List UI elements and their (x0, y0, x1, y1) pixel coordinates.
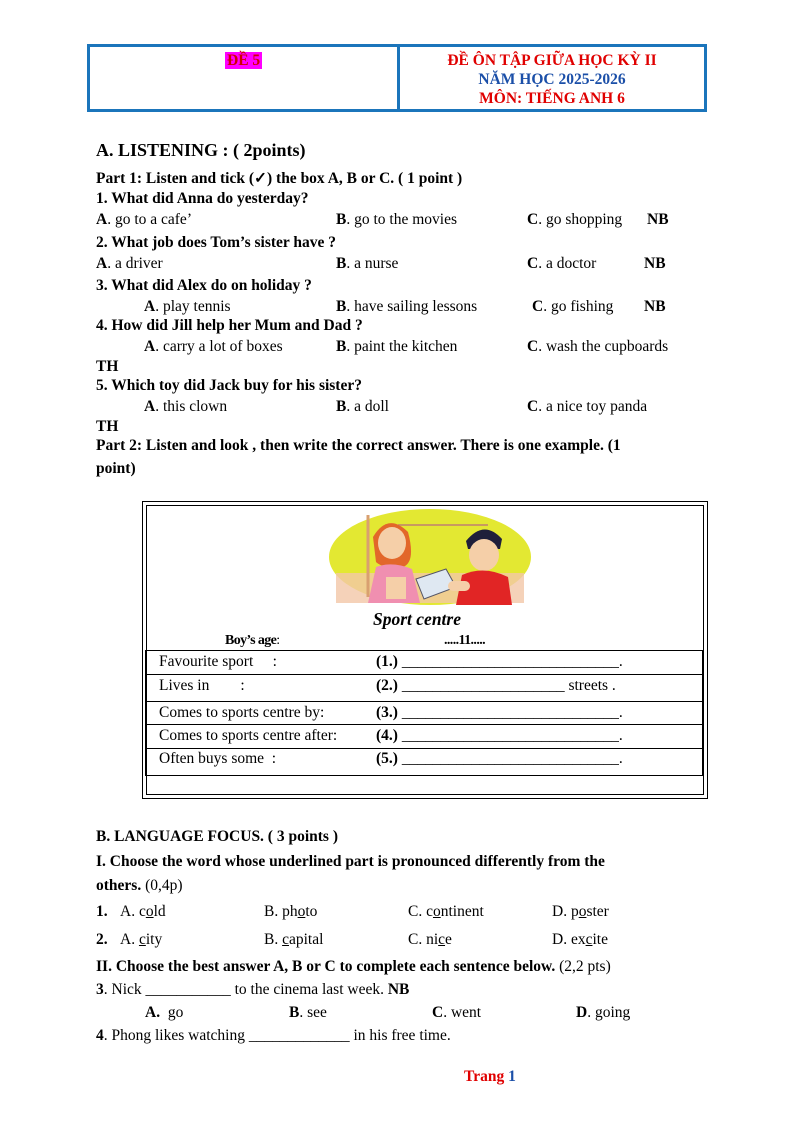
question-3-text: . Nick ___________ to the cinema last week. (103, 981, 388, 998)
option-text: this clown (162, 398, 228, 415)
form-row-tail: . (618, 653, 623, 670)
form-row-number: (2.) (376, 677, 398, 694)
section-b-part2-title (96, 958, 611, 976)
pron-option (264, 903, 317, 921)
part2-title-2: point) (96, 460, 136, 477)
form-row-tail: streets . (564, 677, 616, 694)
option-text: go to the movies (354, 211, 457, 228)
option-a: A. go to a cafe’ (96, 211, 192, 228)
pron-underlined: o (578, 903, 587, 920)
section-b-part1-points: (0,4p) (141, 877, 183, 894)
exam-subject: MÔN: TIẾNG ANH 6 (479, 90, 625, 107)
pron-option (120, 903, 166, 921)
form-row-number: (3.) (376, 704, 398, 721)
section-b-part1-title-1: I. Choose the word whose underlined part is pronounced differently from the (96, 853, 605, 870)
option-text: go shopping (545, 211, 623, 228)
option-c: C. a doctor (527, 255, 597, 272)
q3-option-a-text: go (167, 1004, 184, 1021)
footer-label: Trang (464, 1068, 505, 1085)
option-letter: C (527, 211, 539, 228)
option-b: B. go to the movies (336, 211, 457, 228)
answer-blank: ____________________________ (401, 727, 619, 744)
pron-prefix: A. c (120, 903, 146, 920)
pron-suffix: apital (288, 931, 324, 948)
form-row-line (145, 650, 703, 651)
form-row-line (145, 724, 703, 725)
level-tag: NB (644, 255, 666, 272)
form-col-line (702, 650, 703, 776)
option-text: wash the cupboards (545, 338, 669, 355)
option-letter: C (527, 255, 539, 272)
option-letter: C (532, 298, 544, 315)
pron-underlined: c (585, 931, 593, 948)
q3-option-b: B. see (289, 1004, 327, 1021)
question-text: 3. What did Alex do on holiday ? (96, 277, 312, 294)
form-row-label: Lives in : (159, 677, 245, 694)
option-text: a nice toy panda (545, 398, 648, 415)
form-row-line (145, 674, 703, 675)
section-b-part1-title-2-text: others. (96, 877, 142, 894)
pron-option (408, 931, 452, 949)
level-tag: TH (96, 358, 119, 375)
sport-centre-illustration (328, 507, 532, 607)
option-a: A. this clown (144, 398, 228, 415)
pron-suffix: ntinent (440, 903, 484, 920)
q3-option-c: C. went (432, 1004, 482, 1021)
question-4-text: . Phong likes watching _____________ in his free time. (103, 1027, 451, 1044)
option-a: A. play tennis (144, 298, 231, 315)
form-row-tail: . (618, 704, 623, 721)
q3-option-c-text: went (450, 1004, 482, 1021)
option-letter: A (96, 255, 108, 272)
option-text: go fishing (550, 298, 614, 315)
form-col-line (145, 650, 146, 776)
pron-suffix: to (305, 903, 318, 920)
option-letter: C (527, 398, 539, 415)
pron-option (552, 903, 609, 921)
option-letter: A (144, 398, 156, 415)
exam-number-text: ĐỀ 5 (227, 52, 261, 69)
q3-option-d-text: going (594, 1004, 631, 1021)
option-c: C. a nice toy panda (527, 398, 648, 415)
age-value: .....11..... (444, 633, 486, 648)
section-b-part1-title-2 (96, 877, 183, 895)
pron-underlined: o (145, 903, 154, 920)
form-row-number: (1.) (376, 653, 398, 670)
form-row-number: (4.) (376, 727, 398, 744)
form-row-answer (376, 727, 623, 745)
question-3-level: NB (387, 981, 410, 998)
pron-number: 1. (96, 903, 108, 920)
option-text: a nurse (354, 255, 399, 272)
pron-option (264, 931, 323, 949)
header-box (87, 44, 707, 112)
pron-suffix: e (445, 931, 452, 948)
pron-prefix: D. p (552, 903, 579, 920)
exam-title (400, 51, 704, 108)
section-b-part2-title-text: II. Choose the best answer A, B or C to complete each sentence below. (96, 958, 556, 975)
option-b: B. a nurse (336, 255, 399, 272)
question-4 (96, 1027, 451, 1045)
q3-option-a: A. go (145, 1004, 184, 1021)
level-tag: TH (96, 418, 119, 435)
pron-option (552, 931, 608, 949)
pron-number: 2. (96, 931, 108, 948)
option-letter: B (336, 255, 347, 272)
form-row-label: Favourite sport : (159, 653, 277, 670)
form-row-line (145, 775, 703, 776)
pron-underlined: c (282, 931, 289, 948)
form-row-tail: . (618, 750, 623, 767)
question-text: 5. Which toy did Jack buy for his sister? (96, 377, 362, 394)
answer-blank: ____________________________ (401, 653, 619, 670)
section-b-part2-points: (2,2 pts) (555, 958, 611, 975)
pron-prefix: D. ex (552, 931, 586, 948)
option-b: B. have sailing lessons (336, 298, 478, 315)
option-text: a doctor (545, 255, 597, 272)
question-3 (96, 981, 409, 999)
option-letter: A (144, 338, 156, 355)
question-text: 4. How did Jill help her Mum and Dad ? (96, 317, 363, 334)
age-colon: : (276, 633, 280, 648)
q3-option-b-text: see (307, 1004, 327, 1021)
pron-option (408, 903, 484, 921)
answer-blank: ____________________________ (401, 704, 619, 721)
option-text: play tennis (162, 298, 231, 315)
option-a: A. a driver (96, 255, 163, 272)
section-a-title: A. LISTENING : ( 2points) (96, 140, 306, 160)
option-text: a doll (354, 398, 389, 415)
option-text: carry a lot of boxes (162, 338, 283, 355)
option-letter: B (336, 398, 347, 415)
form-row-tail: . (618, 727, 623, 744)
option-b: B. a doll (336, 398, 389, 415)
option-letter: B (336, 298, 347, 315)
option-letter: B (336, 211, 347, 228)
question-4-number: 4 (96, 1027, 104, 1044)
pron-underlined: o (297, 903, 306, 920)
form-row-line (145, 748, 703, 749)
question-text: 1. What did Anna do yesterday? (96, 190, 309, 207)
option-letter: A (144, 298, 156, 315)
pron-underlined: c (138, 931, 146, 948)
form-row-label: Comes to sports centre after: (159, 727, 338, 744)
pron-prefix: C. ni (408, 931, 439, 948)
option-c: C. go shopping (527, 211, 623, 228)
age-row (225, 633, 280, 649)
option-letter: B (336, 338, 347, 355)
form-row-label: Often buys some : (159, 750, 277, 767)
question-3-number: 3 (96, 981, 104, 998)
q3-option-d: D. going (576, 1004, 631, 1021)
exam-year: NĂM HỌC 2025-2026 (478, 71, 626, 88)
footer-page-number: 1 (508, 1068, 516, 1085)
part1-title: Part 1: Listen and tick (✓) the box A, B or C. ( 1 point ) (96, 170, 463, 187)
pron-prefix: B. (264, 931, 283, 948)
form-row-number: (5.) (376, 750, 398, 767)
form-row-line (145, 701, 703, 702)
question-text: 2. What job does Tom’s sister have ? (96, 234, 336, 251)
option-text: paint the kitchen (354, 338, 458, 355)
option-text: a driver (114, 255, 163, 272)
option-c: C. go fishing (532, 298, 614, 315)
pron-suffix: ite (592, 931, 608, 948)
option-text: have sailing lessons (354, 298, 478, 315)
option-letter: C (527, 338, 539, 355)
pron-prefix: B. ph (264, 903, 298, 920)
exam-title-line1: ĐỀ ÔN TẬP GIỮA HỌC KỲ II (447, 52, 657, 69)
pron-underlined: o (432, 903, 441, 920)
pron-suffix: ld (153, 903, 166, 920)
section-b-title: B. LANGUAGE FOCUS. ( 3 points ) (96, 828, 338, 845)
form-row-answer (376, 653, 623, 671)
option-c: C. wash the cupboards (527, 338, 669, 355)
pron-prefix: C. c (408, 903, 433, 920)
form-title: Sport centre (373, 609, 461, 629)
age-label: Boy’s age (225, 633, 277, 648)
pron-underlined: c (438, 931, 446, 948)
option-a: A. carry a lot of boxes (144, 338, 283, 355)
pron-suffix: ity (145, 931, 163, 948)
level-tag: NB (644, 298, 666, 315)
level-tag: NB (647, 211, 669, 228)
option-text: go to a cafe’ (114, 211, 192, 228)
page-footer (464, 1068, 516, 1086)
pron-option (120, 931, 162, 949)
option-b: B. paint the kitchen (336, 338, 458, 355)
option-letter: A (96, 211, 108, 228)
answer-blank: _____________________ (401, 677, 565, 694)
form-row-answer (376, 704, 623, 722)
pron-prefix: A. (120, 931, 139, 948)
form-row-label: Comes to sports centre by: (159, 704, 325, 721)
exam-number (225, 52, 262, 70)
pron-suffix: ster (586, 903, 609, 920)
answer-blank: ____________________________ (401, 750, 619, 767)
form-row-answer (376, 750, 623, 768)
part2-title-1: Part 2: Listen and look , then write the correct answer. There is one example. (1 (96, 437, 621, 454)
form-row-answer (376, 677, 616, 695)
